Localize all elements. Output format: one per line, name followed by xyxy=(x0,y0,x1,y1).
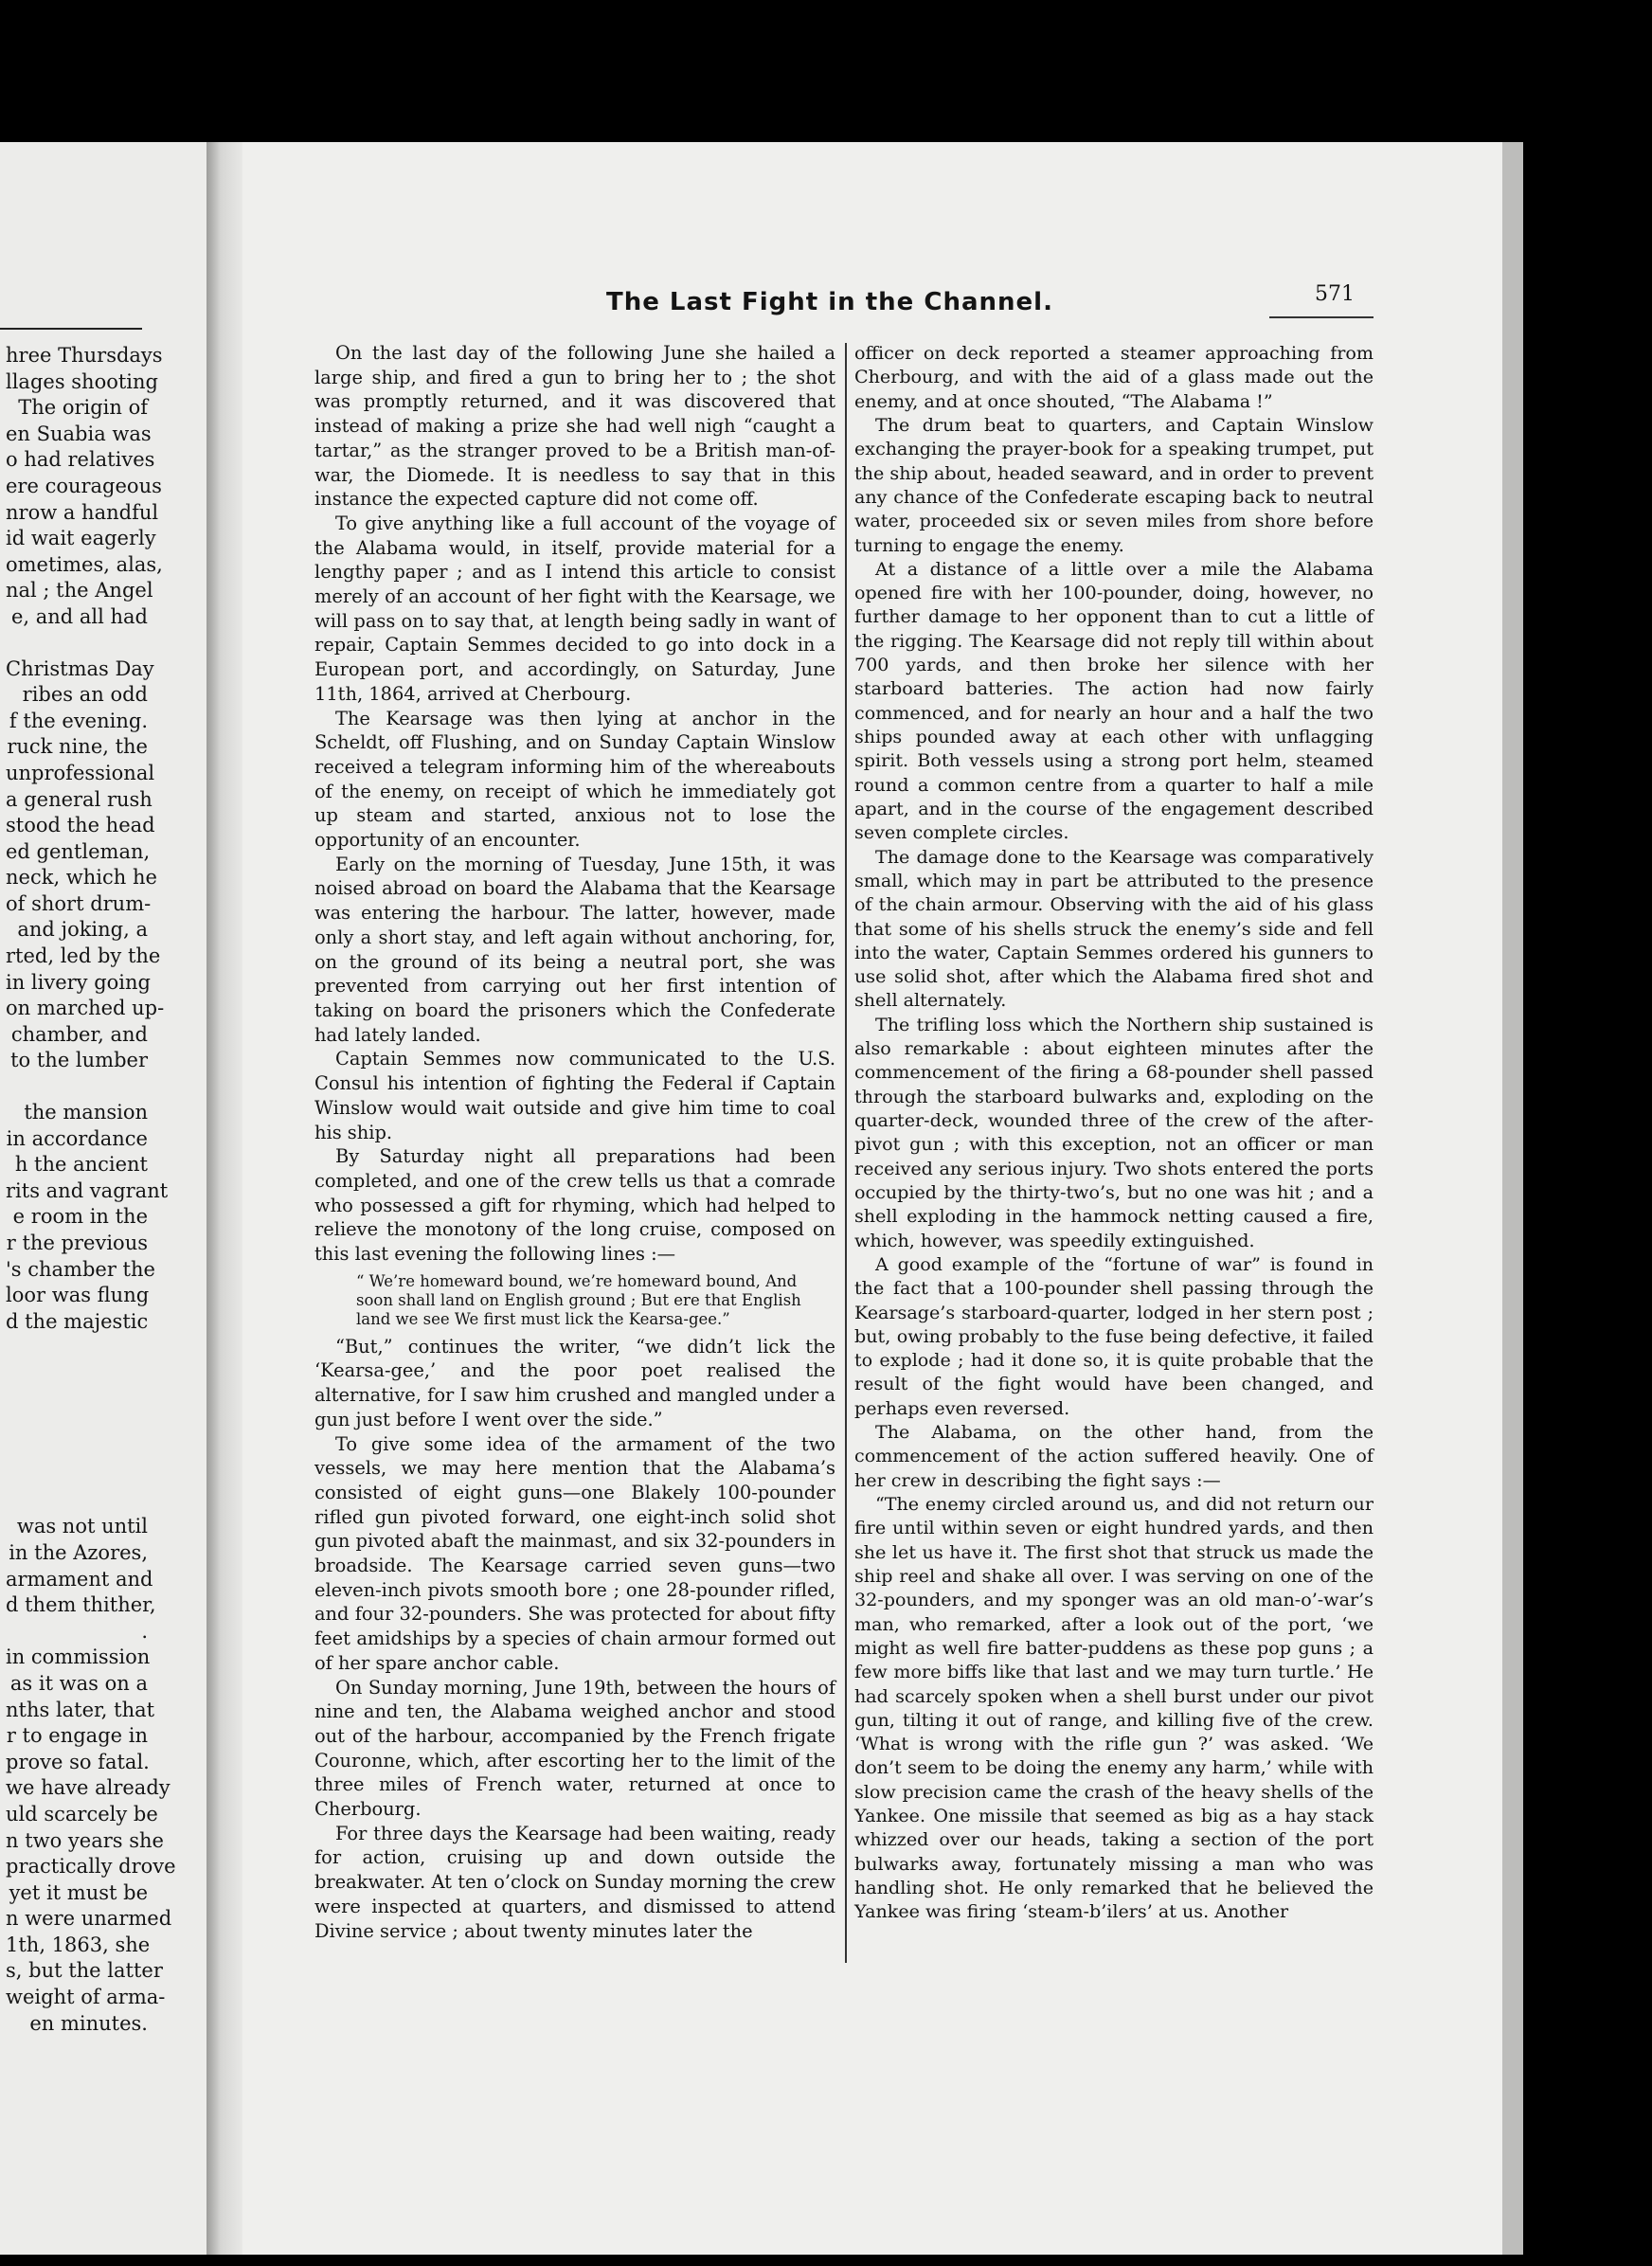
facing-page-line: prove so fatal. xyxy=(6,1750,150,1773)
header-rule xyxy=(1269,316,1374,318)
facing-page-line: nal ; the Angel xyxy=(6,579,153,602)
facing-page-line: a general rush xyxy=(6,787,153,811)
facing-page-line: llages shooting xyxy=(6,369,158,393)
verse-quote: “ We’re homeward bound, we’re homeward bound, And soon shall land on English ground ; But ere that English land we see We first must lick the Kearsa-gee.” xyxy=(356,1271,801,1328)
paragraph: Early on the morning of Tuesday, June 15th, it was noised abroad on board the Alabama that the Kearsage was entering the harbour. The latter, however, made only a short stay, and left again without anchoring, for, on the ground of its being a neutral port, she was prevented from carrying out her first intention of taking on board the prisoners which the Confederate had lately landed. xyxy=(314,853,835,1046)
facing-page-line: e room in the xyxy=(12,1205,148,1229)
facing-page-line: neck, which he xyxy=(6,866,157,890)
facing-page-line: o had relatives xyxy=(6,448,155,472)
facing-page-line: rted, led by the xyxy=(6,944,161,968)
facing-page-line: to the lumber xyxy=(10,1049,148,1072)
facing-page-line: The origin of xyxy=(18,396,148,420)
facing-page-line xyxy=(6,1488,148,1514)
paragraph: “But,” continues the writer, “we didn’t lick the ‘Kearsa-gee,’ and the poor poet realised the alternative, for I saw him crushed and mangled under a gun just before I went over the side.” xyxy=(314,1335,835,1430)
article-column-left xyxy=(314,341,835,1943)
facing-page-line xyxy=(6,1360,148,1386)
page-gutter xyxy=(206,142,242,2255)
article-column-right xyxy=(854,341,1374,1924)
facing-page-line: uld scarcely be xyxy=(6,1802,158,1825)
facing-page-line: unprofessional xyxy=(6,761,155,784)
page-edge xyxy=(1502,142,1523,2255)
page-number: 571 xyxy=(1315,282,1355,306)
facing-page-line: as it was on a xyxy=(9,1671,148,1695)
facing-page-line: r to engage in xyxy=(6,1724,148,1748)
paragraph: Captain Semmes now communicated to the U.S. Consul his intention of fighting the Federal if Captain Winslow would wait outside and give him time to coal his ship. xyxy=(314,1048,835,1143)
facing-page-line: Christmas Day xyxy=(6,656,154,680)
page-title: The Last Fight in the Channel. xyxy=(606,288,1053,316)
facing-page-line xyxy=(6,1335,148,1360)
facing-page-line xyxy=(6,1437,148,1463)
facing-page-line xyxy=(6,1386,148,1412)
facing-page-line: rits and vagrant xyxy=(6,1178,169,1202)
facing-page-line: e, and all had xyxy=(10,604,148,628)
facing-page-line: was not until xyxy=(16,1515,148,1538)
facing-page-line: en minutes. xyxy=(29,2011,148,2035)
paragraph: The damage done to the Kearsage was comparatively small, which may in part be attributed to the presence of the chain armour. Observing with the aid of his glass that some of his shells struck the enemy’s side and fell into the water, Captain Semmes ordered his gunners to use solid shot, after which the Alabama fired shot and shell alternately. xyxy=(854,845,1374,1012)
facing-page-line: d the majestic xyxy=(6,1309,149,1333)
facing-page-line: weight of arma- xyxy=(6,1986,166,2009)
paragraph: The drum beat to quarters, and Captain Winslow exchanging the prayer-book for a speaking trumpet, put the ship about, headed seaward, and in order to prevent any chance of the Confederate escaping back to neutral water, proceeded six or seven miles from shore before turning to engage the enemy. xyxy=(854,413,1374,556)
paragraph: At a distance of a little over a mile the Alabama opened fire with her 100-pounder, doing, however, no further damage to her opponent than to cut a little of the rigging. The Kearsage did not reply till within about 700 yards, and then broke her silence with her starboard batteries. The action had now fairly commenced, and for nearly an hour and a half the two ships pounded away at each other with unflagging spirit. Both vessels using a strong port helm, steamed round a common centre from a quarter to half a mile apart, and in the course of the engagement described seven complete circles. xyxy=(854,557,1374,844)
facing-page-line: ruck nine, the xyxy=(7,735,148,759)
facing-page-line: of short drum- xyxy=(6,891,152,915)
paragraph: officer on deck reported a steamer approaching from Cherbourg, and with the aid of a glass made out the enemy, and at once shouted, “The Alabama !” xyxy=(854,342,1374,412)
facing-page-line: n were unarmed xyxy=(6,1907,172,1931)
facing-page-rule xyxy=(0,328,142,330)
paragraph: To give anything like a full account of the voyage of the Alabama would, in itself, provide material for a lengthy paper ; and as I intend this article to consist merely of an account of her fight with the Kearsage, we will pass on to say that, at length being sadly in want of repair, Captain Semmes decided to go into dock in a European port, and accordingly, on Saturday, June 11th, 1864, arrived at Cherbourg. xyxy=(314,512,835,705)
paragraph: The trifling loss which the Northern ship sustained is also remarkable : about eighteen minutes after the commencement of the firing a 68-pounder shell passed through the starboard bulwarks and, exploding on the quarter-deck, wounded three of the crew of the after-pivot gun ; with this exception, not an officer or man received any serious injury. Two shots entered the ports occupied by the thirty-two’s, but no one was hit ; and a shell exploding in the hammock netting caused a fire, which, however, was speedily extinguished. xyxy=(854,1013,1374,1251)
facing-page-line: nrow a handful xyxy=(6,500,159,524)
facing-page-line xyxy=(6,1463,148,1488)
facing-page-text xyxy=(6,343,176,2037)
facing-page-line: yet it must be xyxy=(9,1880,148,1904)
facing-page-line xyxy=(6,1074,148,1100)
facing-page-line: on marched up- xyxy=(6,997,165,1020)
facing-page-line: ed gentleman, xyxy=(6,839,151,863)
facing-page-line: the mansion xyxy=(24,1101,148,1124)
facing-page-line: id wait eagerly xyxy=(6,527,156,550)
facing-page-line: s, but the latter xyxy=(6,1959,163,1983)
facing-page-line: 1th, 1863, she xyxy=(6,1933,151,1956)
paragraph: On the last day of the following June she hailed a large ship, and fired a gun to bring her to ; the shot was promptly returned, and it was discovered that instead of making a prize she had well nigh “caught a tartar,” as the stranger proved to be a British man-of-war, the Diomede. It is needless to say that in this instance the expected capture did not come off. xyxy=(314,342,835,511)
facing-page-line: en Suabia was xyxy=(6,422,152,445)
facing-page-line xyxy=(6,631,148,656)
facing-page-line: ere courageous xyxy=(6,474,162,497)
paragraph: The Alabama, on the other hand, from the commencement of the action suffered heavily. One of her crew in describing the fight says :— xyxy=(854,1421,1374,1491)
facing-page-line: f the evening. xyxy=(9,709,148,732)
facing-page-line xyxy=(6,1412,148,1437)
paragraph: A good example of the “fortune of war” is found in the fact that a 100-pounder shell passing through the Kearsage’s starboard-quarter, lodged in her stern post ; but, owing probably to the fuse being defective, it failed to explode ; had it done so, it is quite probable that the result of the fight would have been changed, and perhaps even reversed. xyxy=(854,1252,1374,1419)
facing-page-line: hree Thursdays xyxy=(6,344,163,367)
paragraph: For three days the Kearsage had been waiting, ready for action, cruising up and down outside the breakwater. At ten o’clock on Sunday morning the crew were inspected at quarters, and dismissed to attend Divine service ; about twenty minutes later the xyxy=(314,1822,835,1942)
facing-page-line: practically drove xyxy=(6,1855,176,1879)
facing-page-line: armament and xyxy=(6,1567,153,1591)
facing-page-line: in commission xyxy=(6,1646,151,1669)
facing-page-line: d them thither, xyxy=(6,1593,156,1617)
facing-page-line: chamber, and xyxy=(10,1022,148,1046)
facing-page-fragment xyxy=(0,142,206,2255)
facing-page-line: . xyxy=(141,1619,148,1643)
facing-page-line: ribes an odd xyxy=(22,683,148,707)
paragraph: “The enemy circled around us, and did not return our fire until within seven or eight hundred yards, and then she let us have it. The first shot that struck us made the ship reel and shake all over. I was serving on one of the 32-pounders, and my sponger was an old man-o’-war’s man, who remarked, after a look out of the port, ‘we might as well fire batter-puddens as these pop guns ; a few more biffs like that last and we may turn turtle.’ He had scarcely spoken when a shell burst under our pivot gun, tilting it out of range, and killing five of the crew. ‘What is wrong with the rifle gun ?’ was asked. ‘We don’t seem to be doing the enemy any harm,’ while with slow precision came the crash of the heavy shells of the Yankee. One missile that seemed as big as a hay stack whizzed over our heads, taking a section of the port bulwarks away, fortunately missing a man who was handling shot. He only remarked that he believed the Yankee was firing ‘steam-b’ilers’ at us. Another xyxy=(854,1493,1374,1923)
facing-page-line: in accordance xyxy=(6,1126,148,1150)
facing-page-line: nths later, that xyxy=(6,1698,155,1721)
paragraph: On Sunday morning, June 19th, between the hours of nine and ten, the Alabama weighed anchor and stood out of the harbour, accompanied by the French frigate Couronne, which, after escorting her to the limit of the three miles of French water, returned at once to Cherbourg. xyxy=(314,1676,835,1821)
facing-page-line: and joking, a xyxy=(17,918,148,942)
facing-page-line: in the Azores, xyxy=(9,1540,148,1564)
facing-page-line: n two years she xyxy=(6,1828,164,1852)
facing-page-line: stood the head xyxy=(6,814,155,837)
facing-page-line: we have already xyxy=(6,1776,171,1800)
facing-page-line: ometimes, alas, xyxy=(6,552,163,576)
column-divider xyxy=(845,343,847,1963)
paragraph: To give some idea of the armament of the two vessels, we may here mention that the Alabama’s consisted of eight guns—one Blakely 100-pounder rifled gun pivoted forward, one eight-inch solid shot gun pivoted abaft the mainmast, and six 32-pounders in broadside. The Kearsage carried seven guns—two eleven-inch pivots smooth bore ; one 28-pounder rifled, and four 32-pounders. She was protected for about fifty feet amidships by a species of chain armour formed out of her spare anchor cable. xyxy=(314,1432,836,1674)
paragraph: The Kearsage was then lying at anchor in the Scheldt, off Flushing, and on Sunday Captain Winslow received a telegram informing him of the whereabouts of the enemy, on receipt of which he immediately got up steam and started, anxious not to lose the opportunity of an encounter. xyxy=(314,707,835,852)
facing-page-line: loor was flung xyxy=(6,1284,150,1307)
facing-page-line: in livery going xyxy=(6,970,151,994)
facing-page-line: r the previous xyxy=(6,1232,148,1254)
facing-page-line: h the ancient xyxy=(14,1153,148,1177)
facing-page-line: 's chamber the xyxy=(6,1257,155,1281)
paragraph: By Saturday night all preparations had been completed, and one of the crew tells us that a comrade who possessed a gift for rhyming, which had helped to relieve the monotony of the long cruise, composed on this last evening the following lines :— xyxy=(314,1145,835,1266)
